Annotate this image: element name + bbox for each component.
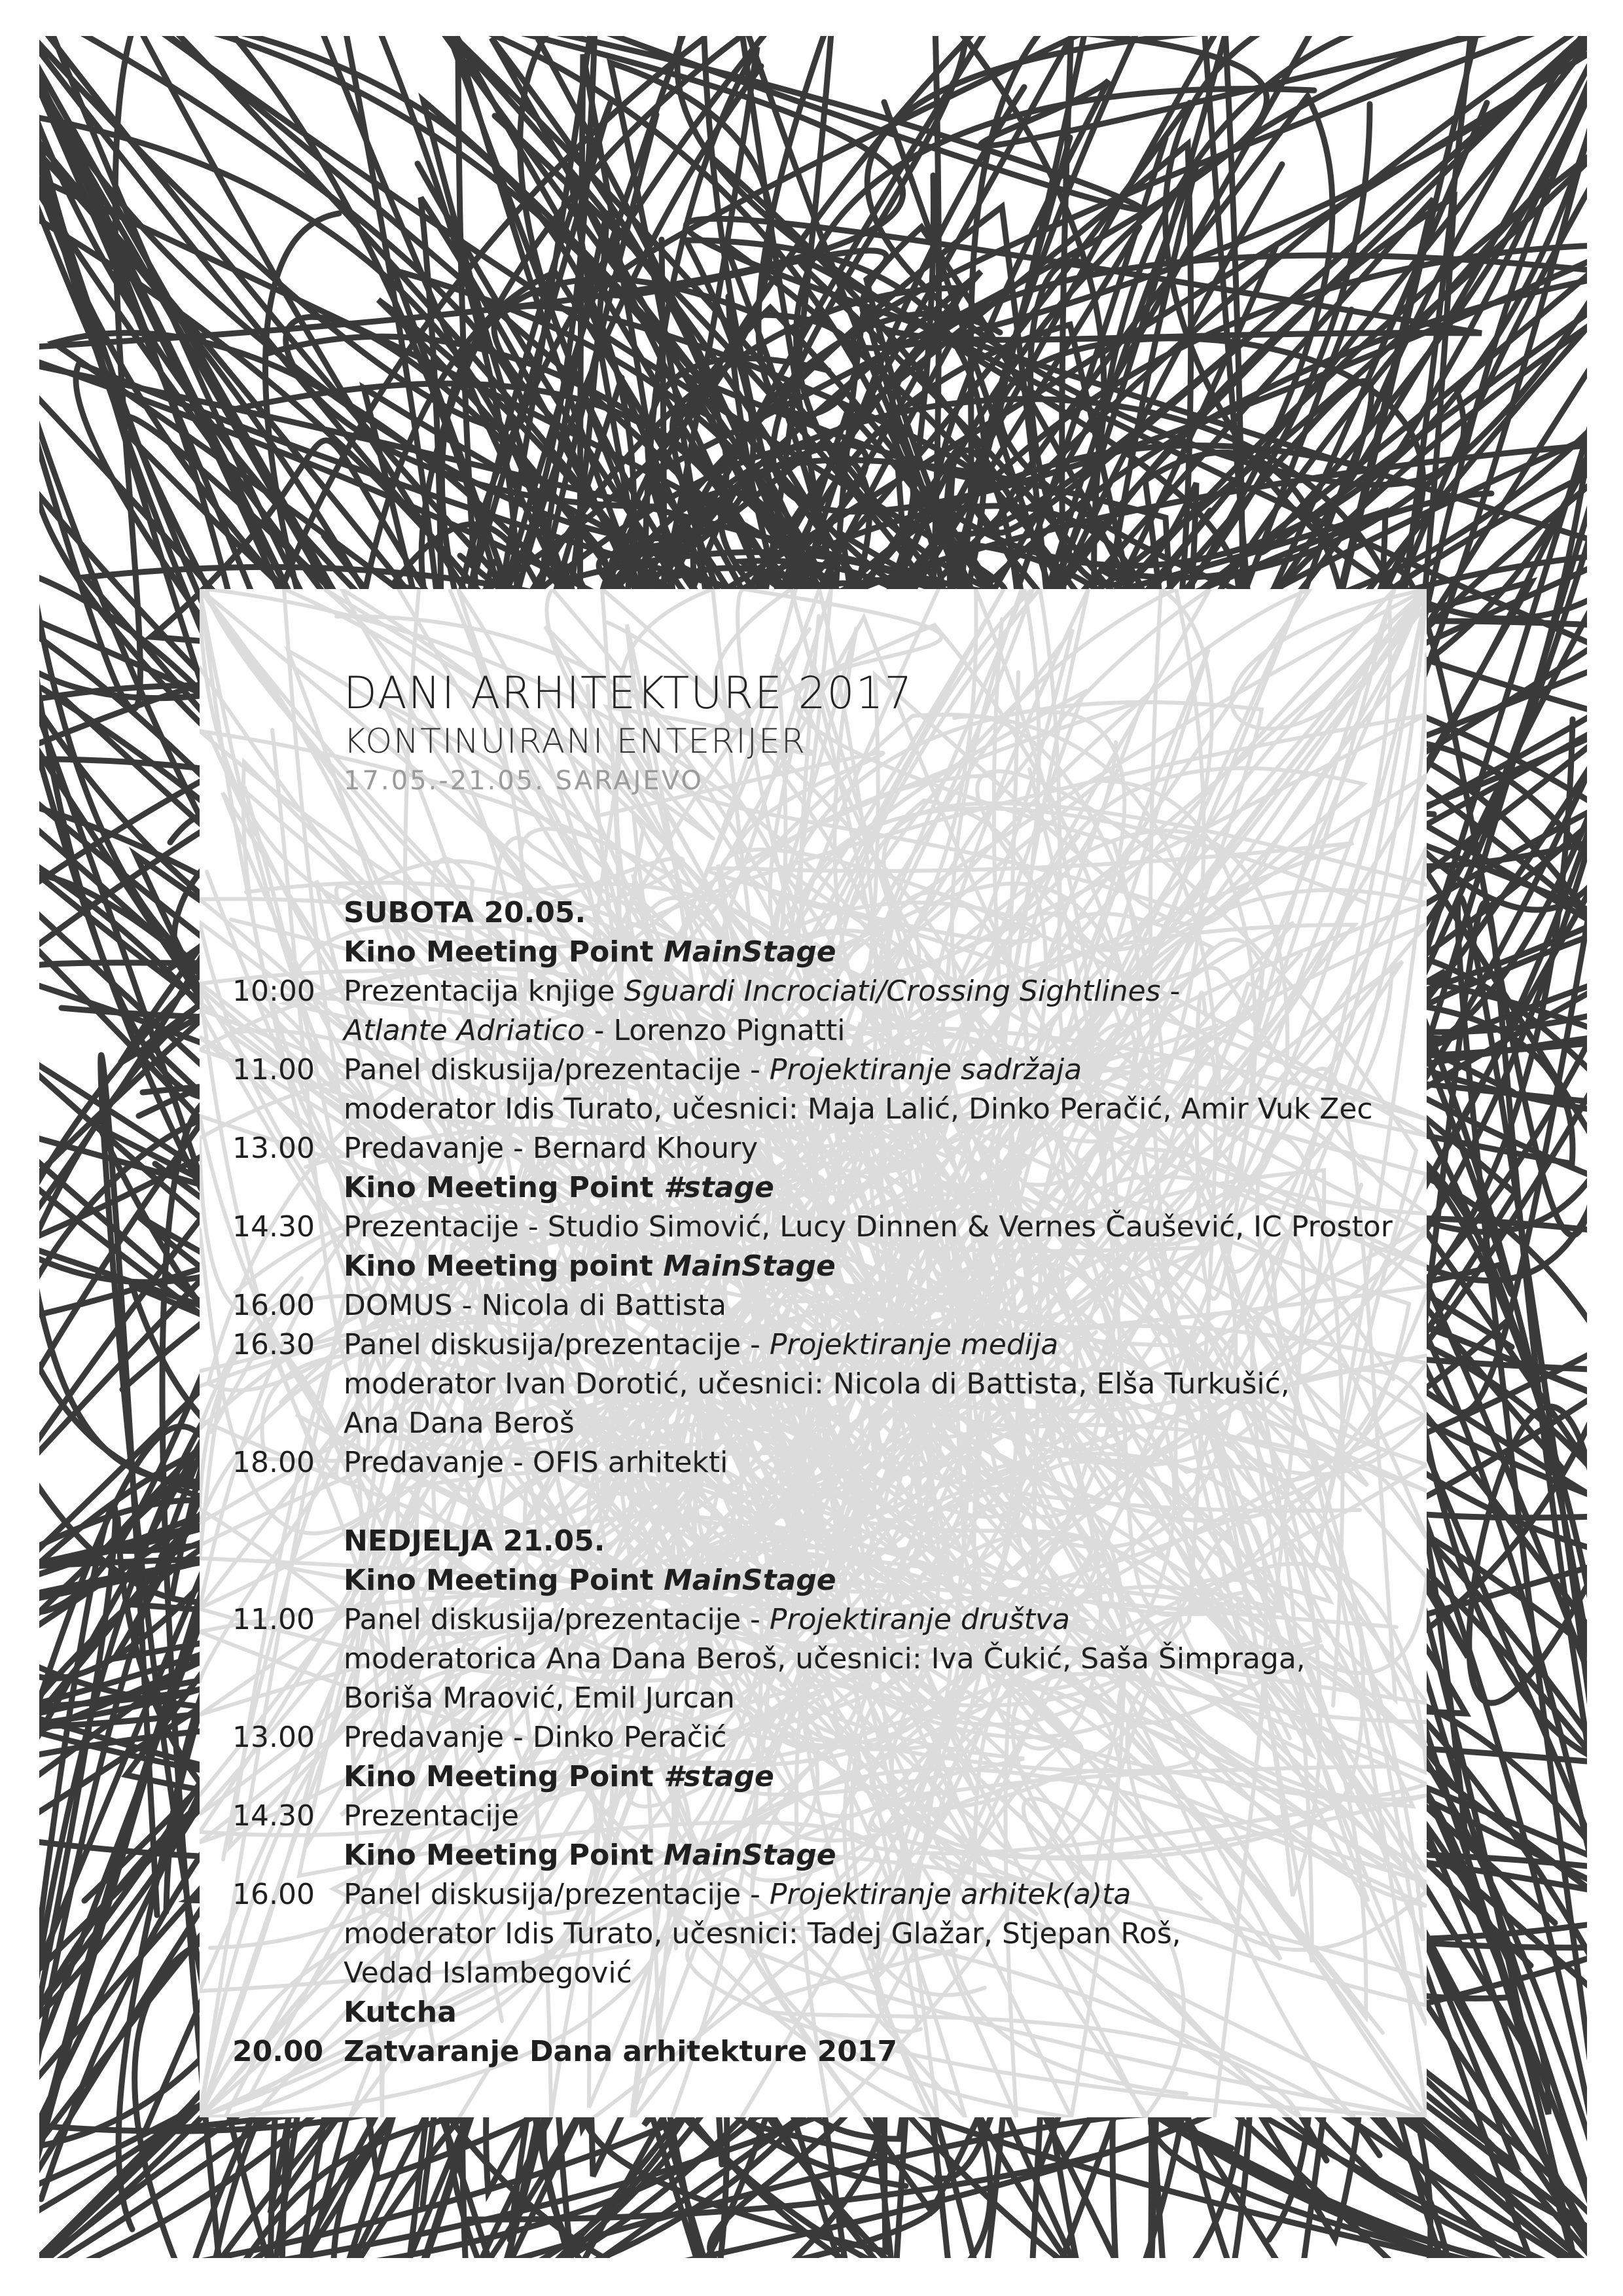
venue-heading: Kutcha xyxy=(344,1996,457,2029)
venue-heading: Kino Meeting point MainStage xyxy=(344,1249,836,1283)
time-label: 14.30 xyxy=(232,1799,315,1833)
schedule-row-continued: moderator Ivan Dorotić, učesnici: Nicola di Battista, Elša Turkušić, xyxy=(344,1367,1290,1401)
time-label: 16.00 xyxy=(232,1878,315,1911)
schedule-row: 11.00 Panel diskusija/prezentacije - Projektiranje sadržaja xyxy=(232,1050,1410,1090)
time-label: 20.00 xyxy=(232,2035,324,2068)
venue-heading: Kino Meeting Point MainStage xyxy=(344,935,836,969)
schedule-row: 16.00 Panel diskusija/prezentacije - Projektiranje arhitek(a)ta xyxy=(232,1875,1410,1914)
time-label: 14.30 xyxy=(232,1210,315,1244)
schedule-row-continued: Atlante Adriatico - Lorenzo Pignatti xyxy=(344,1014,846,1047)
event-title: DANI ARHITEKTURE 2017 xyxy=(344,668,914,719)
schedule-row-continued: Ana Dana Beroš xyxy=(344,1407,575,1440)
time-label: 13.00 xyxy=(232,1721,315,1754)
schedule-row: 13.00 Predavanje - Dinko Peračić xyxy=(232,1718,1410,1757)
schedule-row-continued: moderator Idis Turato, učesnici: Tadej Glažar, Stjepan Roš, xyxy=(344,1917,1181,1950)
day-heading-sunday: NEDJELJA 21.05. xyxy=(344,1524,605,1558)
schedule-row: 14.30 Prezentacije xyxy=(232,1797,1410,1836)
schedule-row: 10:00 Prezentacija knjige Sguardi Incrociati/Crossing Sightlines - xyxy=(232,972,1410,1011)
program-schedule xyxy=(232,893,1410,2072)
schedule-row-continued: Vedad Islambegović xyxy=(344,1956,632,1990)
schedule-row: 18.00 Predavanje - OFIS arhitekti xyxy=(232,1443,1410,1482)
schedule-row-continued: moderator Idis Turato, učesnici: Maja Lalić, Dinko Peračić, Amir Vuk Zec xyxy=(344,1092,1373,1126)
event-header xyxy=(344,668,1391,798)
venue-heading: Kino Meeting Point #stage xyxy=(344,1760,774,1793)
schedule-row: 13.00 Predavanje - Bernard Khoury xyxy=(232,1129,1410,1168)
time-label: 10:00 xyxy=(232,975,315,1008)
time-label: 18.00 xyxy=(232,1446,315,1479)
event-dates: 17.05.-21.05. SARAJEVO xyxy=(344,766,704,796)
time-label: 16.30 xyxy=(232,1328,315,1361)
schedule-row: 14.30 Prezentacije - Studio Simović, Lucy Dinnen & Vernes Čaušević, IC Prostor xyxy=(232,1208,1410,1247)
venue-heading: Kino Meeting Point #stage xyxy=(344,1171,774,1204)
time-label: 16.00 xyxy=(232,1289,315,1322)
schedule-row: 11.00 Panel diskusija/prezentacije - Projektiranje društva xyxy=(232,1600,1410,1640)
venue-heading: Kino Meeting Point MainStage xyxy=(344,1839,836,1872)
time-label: 11.00 xyxy=(232,1603,315,1636)
day-heading-saturday: SUBOTA 20.05. xyxy=(344,896,586,929)
time-label: 11.00 xyxy=(232,1053,315,1086)
venue-heading: Kino Meeting Point MainStage xyxy=(344,1564,836,1597)
event-subtitle: KONTINUIRANI ENTERIJER xyxy=(344,722,806,761)
schedule-row-continued: Boriša Mraović, Emil Jurcan xyxy=(344,1681,735,1715)
closing-row: 20.00 Zatvaranje Dana arhitekture 2017 xyxy=(232,2032,1410,2072)
schedule-row: 16.00 DOMUS - Nicola di Battista xyxy=(232,1286,1410,1325)
schedule-row: 16.30 Panel diskusija/prezentacije - Projektiranje medija xyxy=(232,1325,1410,1365)
time-label: 13.00 xyxy=(232,1132,315,1165)
schedule-row-continued: moderatorica Ana Dana Beroš, učesnici: Iva Čukić, Saša Šimpraga, xyxy=(344,1642,1306,1676)
